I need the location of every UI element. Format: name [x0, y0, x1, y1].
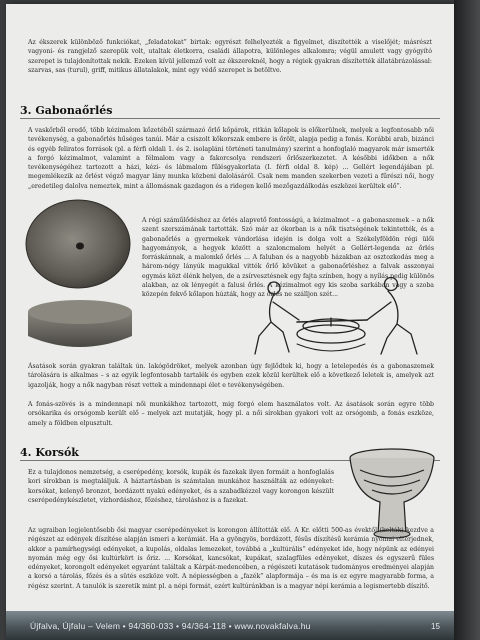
section-heading-korsok: 4. Korsók: [20, 446, 79, 459]
millstone-illustration: [20, 194, 138, 362]
korsok-paragraph-2: Az ugraiban legjelentősebb ősi magyar cserépedényeket is korongon állították elő. A Kr. előtti 500-as évektől (kelták) kezdve a régészet az edények díszítése alapján ismeri a kerámiát. Ha a gyöngyös, bordázott, fésűs díszítésű kerámia nyomai elterjednek, akkor a pamírhegységi edényeket, a kupolás, oldalas lemezeket, továbbá a „kultúrális” edényeket ide, hogy népünk az edényei nyomán még egy ősi kultúrkört is őriz. ... Korsókat, kancsókat, kupákat, szalagfüles edényeket, díszes és egyszerű füles edényeket, korongolt edényeket egyaránt találtak a Kárpát-medencében, a régészeti kutatások tudományos eredményei alapján a korsó a tárolás, főzés és a sütés eszköze volt. A népiességben a „fazék” alapformája – és ma is ez egyre magyarabb forma, a régész szerint. A tanulók is szeretik mint pl. a népi formát, ezért kultúránkban is a magyar népi kerámia a legismertebb díszítő.: [28, 527, 434, 590]
section-divider: [20, 118, 440, 119]
intro-paragraph: Az ékszerek különböző funkciókat, „feladatokat” birtak: egyrészt felhelyezték a figyelmet, díszítették a viselőjét; másrészt vagyoni- és rangjelző szerepük volt, utaltak életkorra, családi állapotra, különleges alkalomra; végül amulett vagy gyógyító szerepet is tulajdonítottak nekik. Ezeken kívül jellemző volt az ékszereknél, hogy a régiek gyakran díszítették állatábrázolással: szarvas, sas (turul), griff, mitikus állatalakok, mint egy védő szerepet is betöltve.: [28, 39, 432, 74]
section-heading-gabonaorles: 3. Gabonaőrlés: [20, 104, 113, 117]
fonas-szoves-paragraph: A fonás-szövés is a mindennapi női munkákhoz tartozott, mig forgó elem használatos volt. Az ásatások során egyre több orsókarika és orsógomb került elő – melyek azt mutatják, hogy pl. a női sírokban gyakori volt az orsógomb, a fonás eszköze, amely a földben elpusztult.: [28, 401, 434, 427]
page-number: 15: [431, 622, 440, 631]
gabonaorles-paragraph-1: A vaskőrből eredő, több kézimalom kőzetéből származó őrlő kőpárok, ritkán kőlapok is előkerülnek, melyek a legfontosabb női tevékenység, a gabonaőrlés hűséges tanúi. Már a csiszolt kőkorszak embere is őrölt, alapja pedig a fonás. Korábbi arab, bizánci és egyéb feliratos források (pl. a férfi oldali 1. és 2. isolapláni történeti tanulmány) szerint a honfoglaló magyarok már ismerték a forgó kézimalmot, valamint a félmalom vagy a fakorcsolya rendszeri őrlőszerkezetet. A későbbi időkben a nők tevékenységéhez tartozott a házi, kézi- és lábmalom fűlésgyakorlata (I. férfi oldal 8. kép) ... Gellért legendájában pl. megemlékezik az őrlést végző magyar lány munka közbeni dalolásáról. Csak nem manden szekerben vezeti a fűrészi női, hogy „eredetileg dalolva nemeztek, mint a állomásnak gazdagon és a ridegen kellő mezőgazdálkodás eszközei kerültek elő”.: [28, 127, 434, 190]
book-page: [6, 4, 454, 640]
binding-shadow: [454, 0, 480, 640]
gabonaorles-paragraph-3: Ásatások során gyakran találtak ún. lakógödröket, melyek azonban úgy fejlődtek ki, hogy a letelepedés és a gabonaszemek tárolására is alkalmas – s az egyik legfontosabb tartalék és egyben ezek közül kerültek elő a következő leletek is, amelyek azt igazolják, hogy a nők nagyban részt vettek a mindennapi élet e tevékenységében.: [28, 363, 434, 389]
gabonaorles-paragraph-2: A régi száműlődéshez az őrlés alapvető fontosságú, a kézimalmot – a gabonaszemek – a nők szent szerszámának tartották. Szó már az ókorban is a nők tisztségének tekintették, és a gabonaőrlés a gyermekek vándorlása idején is dolga volt a Székelyföldön régi ülői hagyományok, a hegyek között a szaloncmalom helyét a Gellért-legenda az őrlés forráskánnak, a malomkő őrlés ... A faluban és a nagyobb házakban az osztozkodás meg a három-négy lányúk magukkal vitték őrlő kövüket a gabonaőrléshez a falvak asszonyai egymás közt élénk helyen, de a zsírvesztésnek egy fajta színben, hogy a nyílás pedig különös alakban, az ok lényegét a falusi őrlés. A kézimalmot egy kis szoba sarkában vagy a szoba közepén fekvő kőlapon húzták, hogy az őrlés ne szálljon szét...: [142, 217, 434, 299]
korsok-paragraph-1: Ez a tulajdonos nemzetség, a cserépedény, korsók, kupák és fazekak ilyen formáit a honfoglalás kori sírokban is megtaláljuk. A háztartásban is számtalan munkához használták az edényeket: korsókat, kelenyő bronzot, bordázott nyakú edényeket, és a szabadkézzel vagy korongon készült cserépedénykészletet, vízhordáshoz, főzéshez, tároláshoz is a fazekat.: [28, 469, 334, 504]
footer-contact-text: Újfalva, Újfalu – Velem • 94/360-033 • 94/364-118 • www.novakfalva.hu: [30, 621, 311, 631]
